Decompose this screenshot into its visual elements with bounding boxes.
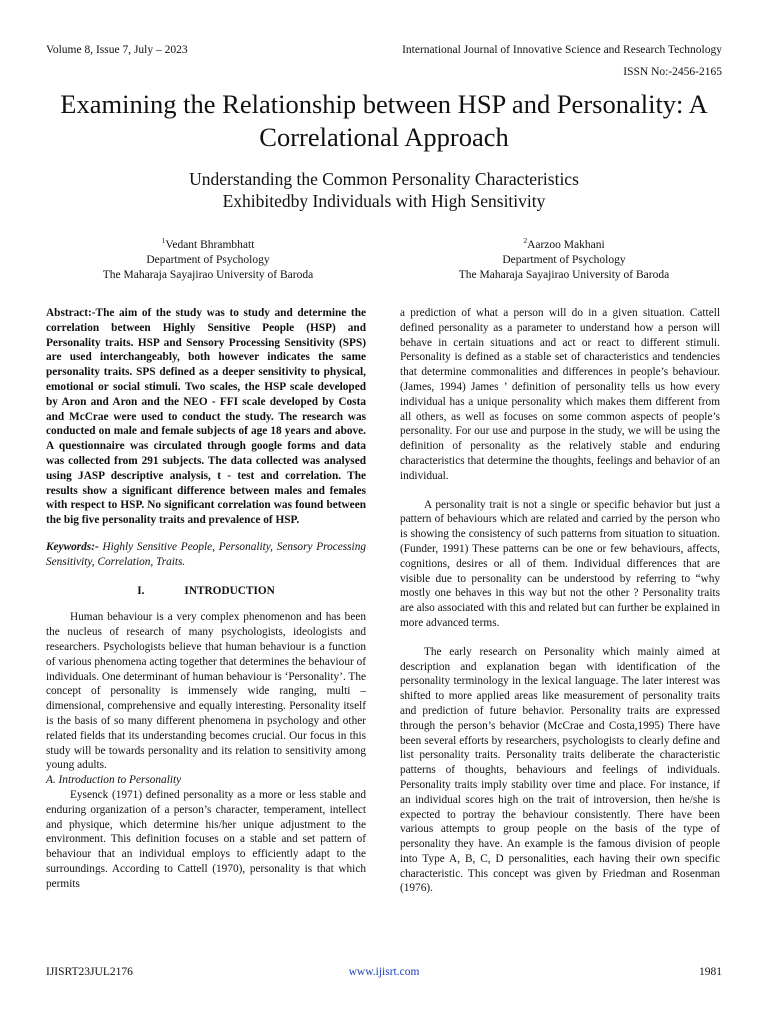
right-paragraph-3: The early research on Personality which mainly aimed at description and explanation began with identification of the personality terminology in the lexical language. The later interest was shifted to more applied areas like measurement of personality traits and prediction of future behavior. Personality traits are expressed through the person’s behavior (McCrae and Costa,1995) There have been several efforts by researchers, psychologists to clearly define and list personality traits. Personality traits deliberate the characteristic patterns of thoughts, behaviours and feelings of individuals. Personality traits imply stability over time and place. For instance, if an individual scores high on the trait of introversion, then he/she is expected to portray the behaviour consistently. There have been various attempts to group people on the basis of the type of personality they have. An example is the famous division of people into Type A, B, C, D personalities, each having their own specific characteristic. This concept was given by Friedman and Rosenman (1976).: [400, 645, 720, 895]
author-department: Department of Psychology: [146, 254, 270, 266]
author-name-text: Vedant Bhrambhatt: [165, 239, 255, 251]
left-column: [46, 306, 366, 891]
author-block-1: [58, 238, 358, 283]
author-mark: 2: [523, 236, 528, 246]
subtitle-line-1: Understanding the Common Personality Characteristics: [189, 169, 579, 189]
paper-id: IJISRT23JUL2176: [46, 966, 133, 978]
journal-name: International Journal of Innovative Science and Research Technology: [402, 44, 722, 56]
subtitle-line-2: Exhibitedby Individuals with High Sensitivity: [222, 191, 546, 211]
section-number: I.: [137, 584, 145, 597]
journal-website-link[interactable]: www.ijisrt.com: [348, 966, 420, 978]
journal-volume: Volume 8, Issue 7, July – 2023: [46, 44, 188, 56]
author-name: [58, 238, 358, 253]
right-paragraph-2: A personality trait is not a single or specific behavior but just a pattern of behaviours which are related and carried by the person who is showing the consistency of such patterns from situation to situation.(Funder, 1991) These patterns can be one or few behaviours, affects, cognitions, desires or all of them. Individual differences that are visible due to personality can be understood by referring to “why mostly one behaves in this way but not the other ? Personality traits are also associated with this and related but can further be explained in more advanced terms.: [400, 498, 720, 629]
page-number: 1981: [699, 966, 722, 978]
author-name-text: Aarzoo Makhani: [527, 239, 605, 251]
issn: ISSN No:-2456-2165: [623, 66, 722, 78]
section-heading: [46, 584, 366, 599]
author-block-2: [414, 238, 714, 283]
author-university: The Maharaja Sayajirao University of Baroda: [102, 269, 314, 281]
subsection-heading: A. Introduction to Personality: [46, 774, 182, 787]
author-department: Department of Psychology: [502, 254, 626, 266]
section-title: INTRODUCTION: [184, 584, 275, 597]
keywords-text: Highly Sensitive People, Personality, Sensory Processing Sensitivity, Correlation, Traits.: [46, 540, 366, 568]
author-mark: 1: [161, 236, 166, 246]
paper-title: Examining the Relationship between HSP and Personality: A Correlational Approach: [60, 89, 708, 152]
keywords-label: Keywords:-: [46, 540, 99, 553]
intro-paragraph-1: Human behaviour is a very complex phenomenon and has been the nucleus of research of many psychologists, ideologists and researchers. Psychologists believe that human behaviour is a function of various phenomena acting together that determines the behaviour of individuals. One determinant of human behaviour is ‘Personality’. The concept of personality is immensely wide ranging, multi – dimensional, comprehensive and equally interesting. Personality itself is the basis of so many different phenomena in psychology and other related fields that its understanding becomes crucial. Our focus in this study will be towards personality and its relation to sensitivity among young adults.: [46, 611, 366, 772]
author-university: The Maharaja Sayajirao University of Baroda: [458, 269, 670, 281]
paper-subtitle: [40, 168, 728, 212]
intro-paragraph-2: Eysenck (1971) defined personality as a more or less stable and enduring organization of a person’s character, temperament, intellect and physique, which determine his/her unique adjustment to the environment. This definition focuses on a stable and set pattern of behaviour that an individual employs to efficiently adapt to the surroundings. According to Cattell (1970), personality is that which permits: [46, 788, 366, 890]
right-column: [400, 306, 720, 896]
author-name: [414, 238, 714, 253]
abstract: Abstract:-The aim of the study was to study and determine the correlation between Highly Sensitive People (HSP) and Personality traits. HSP and Sensory Processing Sensitivity (SPS) are used interchangeably, both however indicates the same personality traits. SPS defined as a deeper sensitivity to physical, emotional or social stimuli. Two scales, the HSP scale developed by Aron and Aron and the NEO - FFI scale developed by Costa and McCrae were used to conduct the study. The research was conducted on male and female subjects of age 18 years and above. A questionnaire was circulated through google forms and data was collected from 291 subjects. The data collected was analysed using JASP descriptive analysis, t - test and correlation. The results show a significant difference between males and females with respect to HSP. No significant correlation was found between the big five personality traits and prevalence of HSP.: [46, 307, 366, 527]
keywords: [46, 540, 366, 570]
right-paragraph-1: a prediction of what a person will do in a given situation. Cattell defined personality as a parameter to understand how a person will behave in certain situations and act or react to different stimuli. Personality is defined as a stable set of characteristics and tendencies that determine commonalities and differences in people’s behaviour. (James, 1994) James ’ definition of personality tells us how every individual has a unique personality which makes them different from all others, as well as focuses on some common aspects of people’s personality. For our use and purpose in the study, we will be using the definition of personality as the relatively stable and enduring characteristics that determine the thoughts, feelings and behavior of an individual.: [400, 307, 720, 482]
